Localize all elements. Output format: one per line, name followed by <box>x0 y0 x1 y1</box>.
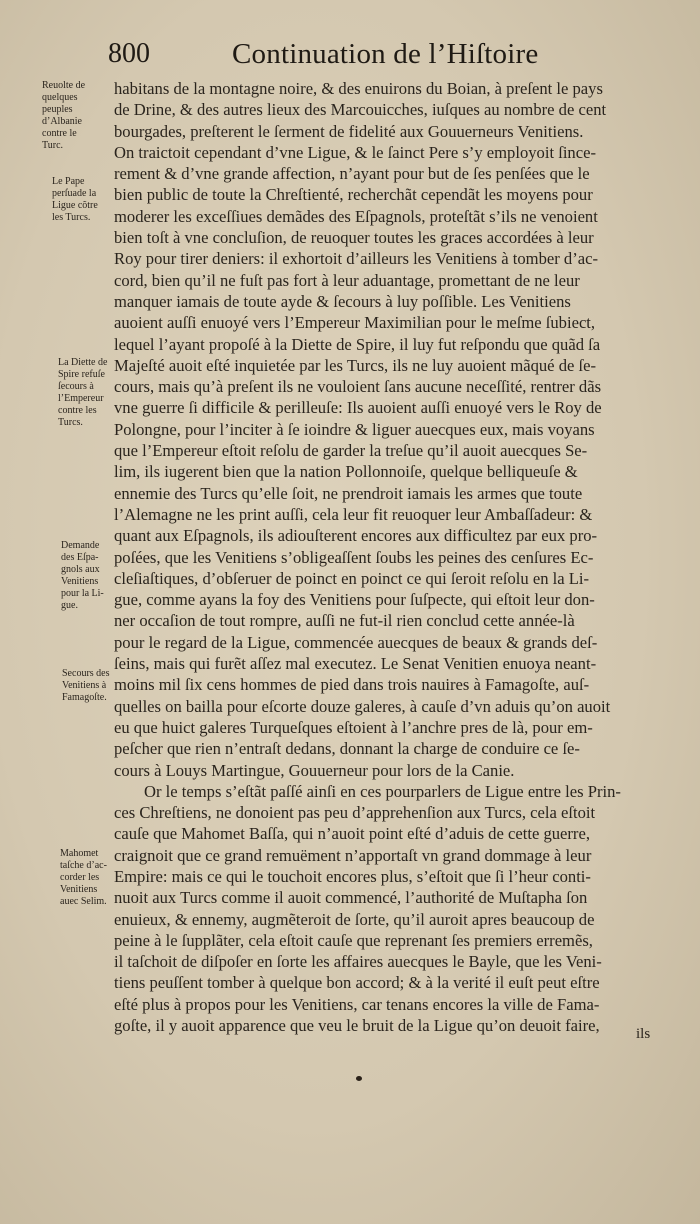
text-line: que l’Empereur eſtoit reſolu de garder la treſue qu’il auoit auecques Se- <box>114 441 588 461</box>
page-header <box>108 38 668 78</box>
text-line: peſcher que rien n’entraſt dedans, donnant la charge de conduire ce ſe- <box>114 739 580 759</box>
margin-note-line: Mahomet <box>60 848 99 859</box>
text-line: goſte, il y auoit apparence que veu le bruit de la Ligue qu’on deuoit faire, <box>114 1016 600 1036</box>
running-title: Continuation de l’Hiſtoire <box>232 38 539 70</box>
text-line: tiens peuſſent tomber à quelque bon accord; & à la verité il euſt peut eſtre <box>114 973 600 993</box>
margin-note-line: Venitiens <box>61 576 99 587</box>
text-line: bourgades, preſterent le ſerment de fidelité aux Gouuerneurs Venitiens. <box>114 121 584 141</box>
text-line: Polongne, pour l’inciter à ſe ioindre & liguer auecques eux, mais voyans <box>114 419 595 439</box>
margin-note-line: Venitiens <box>60 884 98 895</box>
margin-note-line: peuples <box>42 104 73 115</box>
margin-note-line: Reuolte de <box>42 80 86 91</box>
text-line: quant aux Eſpagnols, ils adiouſterent encores aux difficultez par eux pro- <box>114 526 598 546</box>
text-line: manquer iamais de toute ayde & ſecours à luy poſſible. Les Venitiens <box>114 291 571 311</box>
margin-note-line: Turc. <box>42 140 64 151</box>
body-text <box>114 78 660 1036</box>
margin-note-line: des Eſpa- <box>61 552 99 563</box>
text-line: l’Alemagne ne les print auſſi, cela leur fit reuoquer leur Ambaſſadeur: & <box>114 504 593 524</box>
margin-note-line: Venitiens à <box>62 680 107 691</box>
margin-note <box>60 848 107 908</box>
margin-notes <box>0 0 130 1224</box>
text-line: moins mil ſix cens hommes de pied dans trois nauires à Famagoſte, auſ- <box>114 675 590 695</box>
margin-note <box>58 357 107 429</box>
margin-note-line: Spire refuſe <box>58 369 105 380</box>
text-line: poſées, que les Venitiens s’obligeaſſent ſoubs les peines des cenſures Ec- <box>114 547 594 567</box>
ink-spot <box>356 1076 362 1081</box>
text-line: craignoit que ce grand remuëment n’apportaſt vn grand dommage à leur <box>114 845 592 865</box>
text-line: bien toſt à vne concluſion, de reuoquer toutes les graces accordées à leur <box>114 228 594 248</box>
margin-note-line: Le Pape <box>52 176 85 187</box>
margin-note-line: l’Empereur <box>58 393 104 404</box>
text-line: On traictoit cependant d’vne Ligue, & le ſainct Pere s’y employoit ſince- <box>114 142 596 162</box>
text-line: eſté plus à propos pour les Venitiens, car tenans encores la ville de Fama- <box>114 994 600 1014</box>
margin-note-line: gue. <box>61 600 78 611</box>
text-line: cauſe que Mahomet Baſſa, qui n’auoit point eſté d’aduis de cette guerre, <box>114 824 590 844</box>
margin-note <box>42 80 85 152</box>
text-line: cours, mais qu’à preſent ils ne vouloient ſans aucune neceſſité, rentrer dãs <box>114 377 602 397</box>
margin-note-line: La Diette de <box>58 357 108 368</box>
margin-note <box>52 176 98 224</box>
margin-note-line: contre les <box>58 405 97 416</box>
text-line: lim, ils iugerent bien que la nation Pollonnoiſe, quelque belliqueuſe & <box>114 462 578 482</box>
text-line: ner occaſion de tout rompre, auſſi ne fut-il rien conclud cette année-là <box>114 611 575 631</box>
text-line: cleſiaſtiques, d’obſeruer de poinct en poinct ce qui ſeroit reſolu en la Li- <box>114 568 590 588</box>
text-line: vne guerre ſi difficile & perilleuſe: Ils auoient auſſi enuoyé vers le Roy de <box>114 398 602 418</box>
margin-note-line: Demande <box>61 540 100 551</box>
margin-note-line: contre le <box>42 128 77 139</box>
text-line: Roy pour tirer deniers: il exhortoit d’ailleurs les Venitiens à tomber d’ac- <box>114 249 599 269</box>
margin-note-line: perſuade la <box>52 188 97 199</box>
text-line: Majeſté auoit eſté inquietée par les Turcs, ils ne luy auoient mãqué de ſe- <box>114 355 597 375</box>
text-line: ennemie des Turcs qu’elle ſoit, ne prendroit iamais les armes que toute <box>114 483 583 503</box>
text-line: pour le regard de la Ligue, commencée auecques de beaux & grands deſ- <box>114 632 598 652</box>
margin-note-line: d’Albanie <box>42 116 82 127</box>
text-line: habitans de la montagne noire, & des enuirons du Boian, à preſent le pays <box>114 79 603 98</box>
margin-note-line: auec Selim. <box>60 896 107 907</box>
text-line: de Drine, & des autres lieux des Marcouicches, iuſques au nombre de cent <box>114 100 607 120</box>
text-line: il taſchoit de diſpoſer en ſorte les affaires auecques le Bayle, que les Veni- <box>114 952 602 972</box>
text-line: Empire: mais ce qui le touchoit encores plus, s’eſtoit que ſi l’heur conti- <box>114 866 591 886</box>
text-line: gue, comme ayans la foy des Venitiens pour ſuſpecte, qui eſtoit leur don- <box>114 590 595 610</box>
text-line: cord, bien qu’il ne fuſt pas fort à leur aduantage, promettant de ne leur <box>114 270 580 290</box>
text-line: Or le temps s’eſtãt paſſé ainſi en ces pourparlers de Ligue entre les Prin- <box>144 781 621 801</box>
text-line: lequel l’ayant propoſé à la Diette de Spire, il luy fut reſpondu que quãd ſa <box>114 334 601 354</box>
margin-note-line: gnols aux <box>61 564 100 575</box>
text-line: auoient auſſi enuoyé vers l’Empereur Maximilian pour le meſme ſubiect, <box>114 313 596 333</box>
text-line: ces Chreſtiens, ne donoient pas peu d’apprehenſion aux Turcs, cela eſtoit <box>114 803 596 823</box>
margin-note-line: Turcs. <box>58 417 83 428</box>
catchword: ils <box>636 1026 651 1042</box>
margin-note-line: corder les <box>60 872 100 883</box>
text-line: bien public de toute la Chreſtienté, recherchãt cependãt les moyens pour <box>114 185 593 205</box>
margin-note-line: quelques <box>42 92 78 103</box>
text-line: cours à Louys Martingue, Gouuerneur pour lors de la Canie. <box>114 760 515 780</box>
text-line: eu que huict galeres Turqueſques eſtoient à l’anchre pres de là, pour em- <box>114 717 593 737</box>
margin-note-line: Famagoſte. <box>62 692 107 703</box>
text-line: enuieux, & ennemy, augmẽteroit de ſorte, qu’il auroit apres beaucoup de <box>114 909 595 929</box>
text-line: nuoit aux Turcs comme il auoit commencé, l’authorité de Muſtapha ſon <box>114 888 588 908</box>
text-line: peine à le ſupplãter, cela eſtoit cauſe que reprenant ſes premiers erremẽs, <box>114 930 593 950</box>
text-line: quelles on bailla pour eſcorte douze galeres, à cauſe d’vn aduis qu’on auoit <box>114 696 611 716</box>
margin-note <box>62 668 110 704</box>
margin-note-line: ſecours à <box>58 381 94 392</box>
margin-note-line: taſche d’ac- <box>60 860 107 871</box>
margin-note <box>61 540 104 612</box>
page-number: 800 <box>108 38 150 69</box>
margin-note-line: Ligue cõtre <box>52 200 98 211</box>
text-line: moderer les exceſſiues demãdes des Eſpagnols, proteſtãt s’ils ne venoient <box>114 206 598 226</box>
margin-note-line: pour la Li- <box>61 588 104 599</box>
text-line: ſeins, mais qui furẽt aſſez mal executez. Le Senat Venitien enuoya neant- <box>114 654 597 674</box>
margin-note-line: les Turcs. <box>52 212 91 223</box>
text-line: rement & d’vne grande affection, n’ayant pour but de ſes penſées que le <box>114 164 590 184</box>
margin-note-line: Secours des <box>62 668 110 679</box>
